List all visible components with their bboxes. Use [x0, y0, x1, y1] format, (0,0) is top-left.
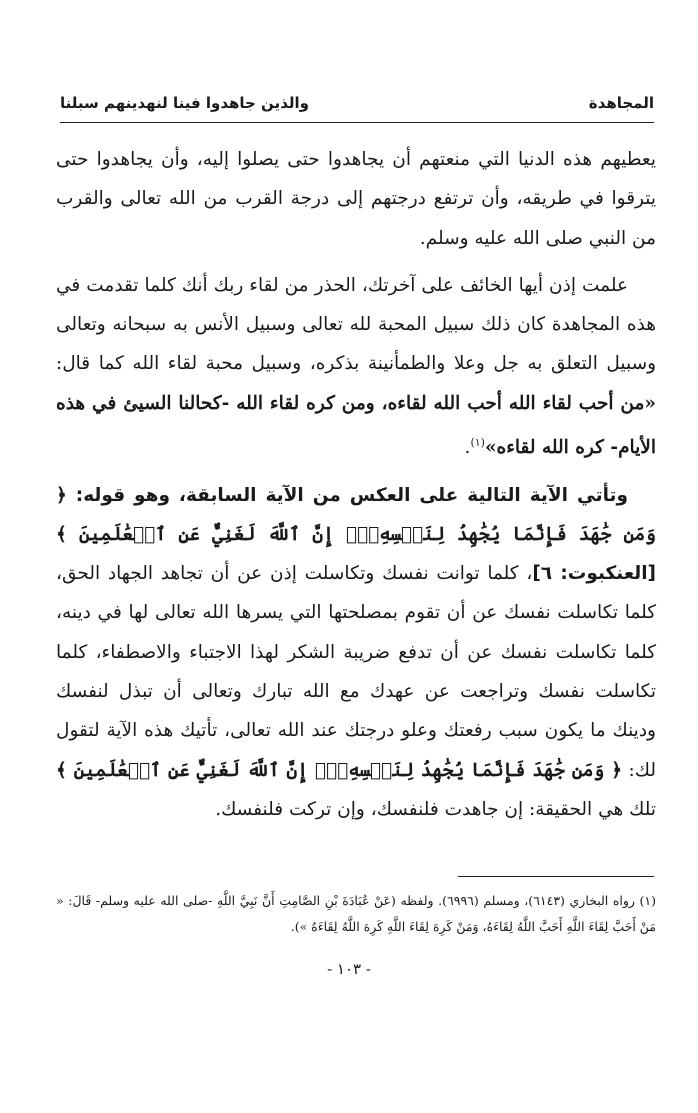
paragraph-2-end: .	[464, 437, 471, 459]
book-running-title: والذين جاهدوا فينا لنهدينهم سبلنا	[60, 94, 309, 112]
quran-verse-repeat: ﴿ وَمَن جَٰهَدَ فَإِنَّمَا يُجَٰهِدُ لِنَفۡسِهِۦٓۚ إِنَّ ٱللَّهَ لَغَنِيٌّ عَنِ ٱلۡعَٰلَمِينَ ﴾	[56, 759, 623, 781]
paragraph-3-lead: وتأتي الآية التالية على العكس من الآية السابقة، وهو قوله:	[66, 484, 628, 506]
footnote-marker[interactable]: (١)	[470, 436, 485, 450]
footnote-1: (١) رواه البخاري (٦١٤٣)، ومسلم (٦٩٩٦). ولفظه (عَنْ عُبَادَةَ بْنِ الصَّامِتِ أَنَّ نَبِيَّ اللَّهِ -صلى الله عليه وسلم- قَالَ: « مَنْ أَحَبَّ لِقَاءَ اللَّهِ أَحَبَّ اللَّهُ لِقَاءَهُ، وَمَنْ كَرِهَ لِقَاءَ اللَّهِ كَرِهَ اللَّهُ لِقَاءَهُ »).	[56, 893, 657, 934]
hadith-quote: «من أحب لقاء الله أحب الله لقاءه، ومن كره لقاء الله -كحالنا السيئ في هذه الأيام- كره الله لقاءه»	[56, 392, 656, 459]
footnote-divider	[458, 876, 654, 877]
chapter-title: المجاهدة	[588, 94, 654, 112]
paragraph-2	[56, 266, 656, 468]
footnote-section	[56, 888, 656, 940]
paragraph-3-text: ، كلما توانت نفسك وتكاسلت إذن عن أن تجاهد الجهاد الحق، كلما تكاسلت نفسك عن أن تقوم بمصلحتها التي يسرها الله تعالى لها في دينه، كلما تكاسلت نفسك عن أن تدفع ضريبة الشكر لهذا الاجتباء والاصطفاء، كلما تكاسلت نفسك وتراجعت عن عهدك مع الله تبارك وتعالى أن تبذل لنفسك ودينك ما يكون سبب رفعتك وعلو درجتك عند الله تعالى، تأتيك هذه الآية لتقول لك:	[56, 563, 656, 781]
paragraph-2-text: علمت إذن أيها الخائف على آخرتك، الحذر من لقاء ربك أنك كلما تقدمت في هذه المجاهدة كان ذلك سبيل المحبة لله تعالى وسبيل الأنس به سبحانه وتعالى وسبيل التعلق به جل وعلا والطمأنينة بذكره، وسبيل محبة لقاء الله كما قال:	[56, 274, 656, 375]
paragraph-1	[56, 140, 656, 258]
paragraph-3-end: تلك هي الحقيقة: إن جاهدت فلنفسك، وإن تركت فلنفسك.	[215, 798, 656, 820]
main-text	[56, 140, 656, 829]
running-header	[60, 92, 654, 123]
verse-reference: [العنكبوت: ٦]	[532, 563, 657, 585]
paragraph-3	[56, 476, 656, 830]
quran-verse: ﴿ وَمَن جَٰهَدَ فَإِنَّمَا يُجَٰهِدُ لِنَفۡسِهِۦٓۚ إِنَّ ٱللَّهَ لَغَنِيٌّ عَنِ ٱلۡعَٰلَمِينَ ﴾	[56, 484, 656, 545]
paragraph-1-text: يعطيهم هذه الدنيا التي منعتهم أن يجاهدوا حتى يصلوا إليه، وأن يجاهدوا حتى يترقوا في طريقه، وأن ترتفع درجتهم إلى درجة القرب من الله تعالى والقرب من النبي صلى الله عليه وسلم.	[56, 149, 656, 249]
page-number: - ١٠٣ -	[327, 960, 371, 978]
